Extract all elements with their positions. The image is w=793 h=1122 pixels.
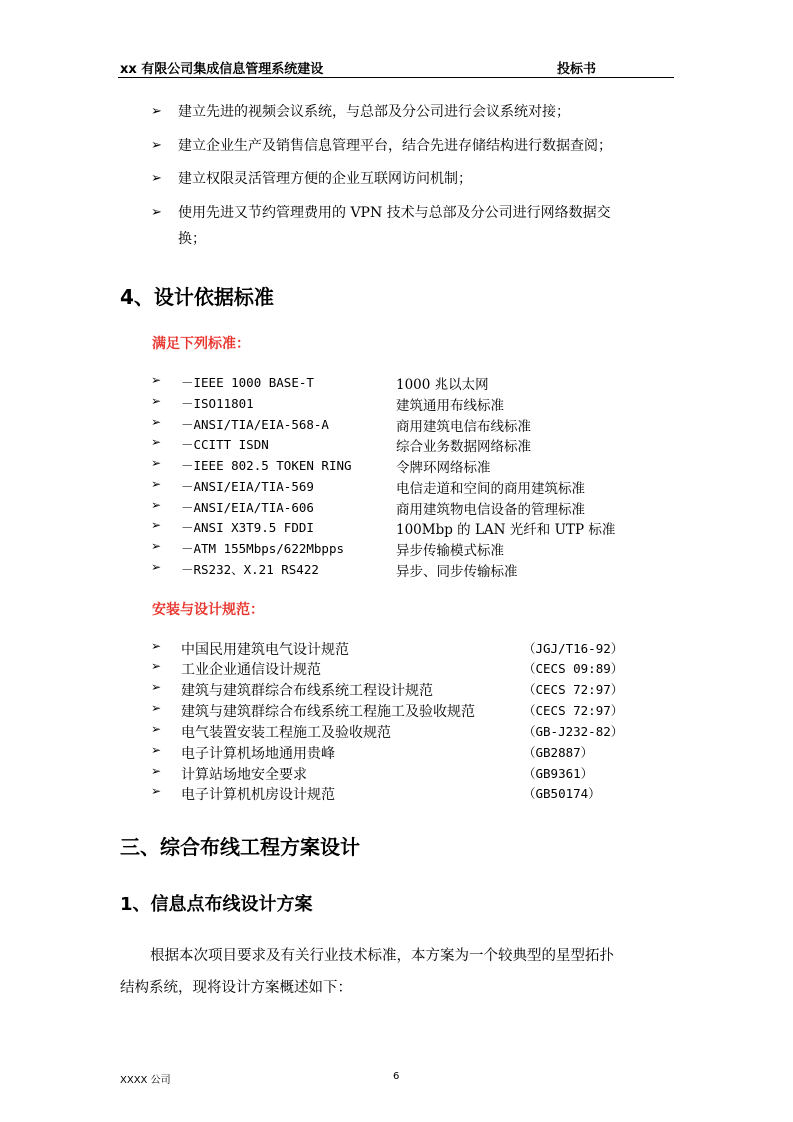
page-number: 6: [393, 1071, 400, 1082]
spec-name: 计算站场地安全要求: [181, 767, 307, 783]
arrow-bullet-icon: ➢: [151, 701, 162, 715]
standard-desc: 电信走道和空间的商用建筑标准: [396, 481, 585, 497]
arrow-bullet-icon: ➢: [151, 373, 162, 387]
specs-heading: 安装与设计规范：: [152, 602, 264, 618]
standard-code: －ANSI/EIA/TIA-606: [181, 500, 314, 515]
chapter-heading: 三、综合布线工程方案设计: [120, 835, 360, 859]
arrow-bullet-icon: ➢: [151, 743, 162, 757]
standard-desc: 100Mbp 的 LAN 光纤和 UTP 标准: [396, 522, 616, 538]
body-paragraph-line: 根据本次项目要求及有关行业技术标准，本方案为一个较典型的星型拓扑: [150, 948, 614, 964]
header-title: xx 有限公司集成信息管理系统建设: [120, 62, 324, 77]
header-rule: [118, 77, 674, 78]
spec-code: （GB2887）: [523, 745, 594, 760]
spec-name: 电子计算机机房设计规范: [181, 787, 335, 803]
standard-code: －ANSI/EIA/TIA-569: [181, 479, 314, 494]
standard-desc: 商用建筑物电信设备的管理标准: [396, 502, 585, 518]
standard-desc: 综合业务数据网络标准: [396, 439, 531, 455]
arrow-bullet-icon: ➢: [151, 456, 162, 470]
arrow-bullet-icon: ➢: [151, 784, 162, 798]
section-heading-4: 4、设计依据标准: [120, 285, 274, 309]
standard-code: －ANSI X3T9.5 FDDI: [181, 520, 314, 535]
standard-desc: 令牌环网络标准: [396, 460, 491, 476]
arrow-bullet-icon: ➢: [151, 138, 162, 153]
arrow-bullet-icon: ➢: [151, 435, 162, 449]
bullet-item: 建立企业生产及销售信息管理平台，结合先进存储结构进行数据查阅；: [178, 138, 612, 154]
arrow-bullet-icon: ➢: [151, 764, 162, 778]
spec-name: 建筑与建筑群综合布线系统工程施工及验收规范: [181, 704, 475, 720]
spec-code: （GB-J232-82）: [523, 724, 624, 739]
arrow-bullet-icon: ➢: [151, 639, 162, 653]
spec-code: （GB9361）: [523, 766, 594, 781]
arrow-bullet-icon: ➢: [151, 498, 162, 512]
standard-code: －ANSI/TIA/EIA-568-A: [181, 417, 329, 432]
bullet-item: 建立先进的视频会议系统，与总部及分公司进行会议系统对接；: [178, 104, 570, 120]
arrow-bullet-icon: ➢: [151, 415, 162, 429]
header-doc-type: 投标书: [557, 62, 597, 77]
spec-name: 电气装置安装工程施工及验收规范: [181, 725, 391, 741]
standard-code: －ISO11801: [181, 396, 254, 411]
arrow-bullet-icon: ➢: [151, 104, 162, 119]
bullet-item: 使用先进又节约管理费用的 VPN 技术与总部及分公司进行网络数据交: [178, 205, 611, 221]
spec-name: 电子计算机场地通用贵峰: [181, 746, 335, 762]
standard-desc: 建筑通用布线标准: [396, 398, 504, 414]
arrow-bullet-icon: ➢: [151, 560, 162, 574]
standard-code: －RS232、X.21 RS422: [181, 562, 319, 577]
standard-code: －CCITT ISDN: [181, 437, 269, 452]
spec-code: （GB50174）: [523, 786, 601, 801]
spec-code: （CECS 72:97）: [523, 703, 624, 718]
standard-code: －IEEE 1000 BASE-T: [181, 375, 314, 390]
standard-code: －IEEE 802.5 TOKEN RING: [181, 458, 352, 473]
spec-code: （JGJ/T16-92）: [523, 641, 624, 656]
arrow-bullet-icon: ➢: [151, 722, 162, 736]
arrow-bullet-icon: ➢: [151, 205, 162, 220]
standard-desc: 1000 兆以太网: [396, 377, 489, 393]
spec-name: 中国民用建筑电气设计规范: [181, 642, 349, 658]
standard-desc: 商用建筑电信布线标准: [396, 419, 531, 435]
arrow-bullet-icon: ➢: [151, 477, 162, 491]
arrow-bullet-icon: ➢: [151, 680, 162, 694]
standards-heading: 满足下列标准：: [152, 336, 250, 352]
standard-desc: 异步、同步传输标准: [396, 564, 518, 580]
spec-code: （CECS 09:89）: [523, 661, 624, 676]
footer-company: XXXX 公司: [120, 1075, 171, 1086]
arrow-bullet-icon: ➢: [151, 171, 162, 186]
spec-name: 工业企业通信设计规范: [181, 662, 321, 678]
spec-code: （CECS 72:97）: [523, 682, 624, 697]
arrow-bullet-icon: ➢: [151, 659, 162, 673]
bullet-item-continuation: 换；: [178, 231, 206, 247]
spec-name: 建筑与建筑群综合布线系统工程设计规范: [181, 683, 433, 699]
subsection-heading: 1、信息点布线设计方案: [120, 894, 313, 915]
bullet-item: 建立权限灵活管理方便的企业互联网访问机制；: [178, 171, 472, 187]
arrow-bullet-icon: ➢: [151, 539, 162, 553]
body-paragraph-line: 结构系统，现将设计方案概述如下：: [120, 980, 352, 996]
arrow-bullet-icon: ➢: [151, 394, 162, 408]
standard-desc: 异步传输模式标准: [396, 543, 504, 559]
standard-code: －ATM 155Mbps/622Mbpps: [181, 541, 345, 556]
arrow-bullet-icon: ➢: [151, 518, 162, 532]
